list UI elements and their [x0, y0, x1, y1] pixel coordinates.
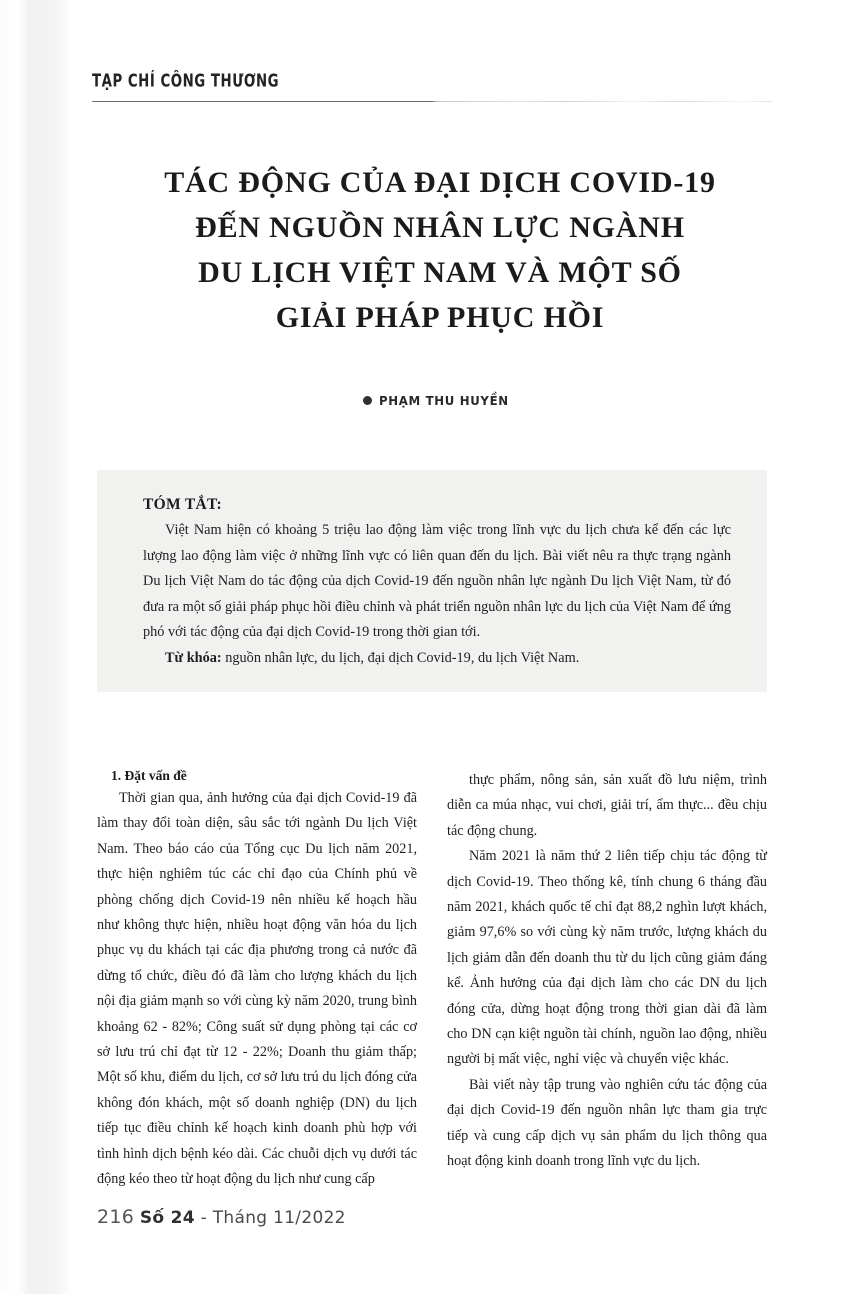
- keywords-label: Từ khóa:: [165, 649, 222, 666]
- paragraph: Bài viết này tập trung vào nghiên cứu tác động của đại dịch Covid-19 đến nguồn nhân lực tham gia trực tiếp và cung cấp dịch vụ sản phẩm du lịch thông qua hoạt động kinh doanh trong lĩnh vực du lịch.: [447, 1076, 767, 1170]
- section-heading-1: 1. Đặt vấn đề: [111, 768, 187, 783]
- keywords-value: nguồn nhân lực, du lịch, đại dịch Covid-19, du lịch Việt Nam.: [221, 649, 580, 666]
- paragraph: Năm 2021 là năm thứ 2 liên tiếp chịu tác động từ dịch Covid-19. Theo thống kê, tính chung 6 tháng đầu năm 2021, khách quốc tế chỉ đạt 88,2 nghìn lượt khách, giảm 97,6% so với cùng kỳ năm trước, lượng khách du lịch giảm dẫn đến doanh thu từ du lịch cũng giảm đáng kể. Ảnh hưởng của đại dịch làm cho các DN du lịch đóng cửa, dừng hoạt động trong thời gian dài đã làm cho DN cạn kiệt nguồn tài chính, nguồn lao động, nhiều người bị mất việc, nghỉ việc và chuyển việc khác.: [447, 848, 767, 1068]
- issue-number: Số 24: [139, 1208, 195, 1228]
- page-number: 216: [97, 1206, 135, 1228]
- issue-date: - Tháng 11/2022: [194, 1208, 346, 1228]
- journal-name: TẠP CHÍ CÔNG THƯƠNG: [92, 70, 280, 92]
- left-column: [97, 768, 417, 1193]
- title-line-1: TÁC ĐỘNG CỦA ĐẠI DỊCH COVID-19: [164, 166, 716, 199]
- paragraph: Thời gian qua, ảnh hưởng của đại dịch Covid-19 đã làm thay đổi toàn diện, sâu sắc tới ngành Du lịch Việt Nam. Theo báo cáo của Tổng cục Du lịch năm 2021, thực hiện nghiêm túc các chỉ đạo của Chính phủ về phòng chống dịch Covid-19 nên nhiều kế hoạch hầu như không thực hiện, nhiều hoạt động văn hóa du lịch phục vụ du khách tại các địa phương trong cả nước đã dừng tổ chức, điều đó đã làm cho lượng khách du lịch nội địa giảm mạnh so với cùng kỳ năm 2020, trung bình khoảng 62 - 82%; Công suất sử dụng phòng tại các cơ sở lưu trú chỉ đạt từ 12 - 22%; Doanh thu giảm thấp; Một số khu, điểm du lịch, cơ sở lưu trú du lịch đóng cửa không đón khách, một số doanh nghiệp (DN) du lịch tiếp tục điều chỉnh kế hoạch kinh doanh phù hợp với tình hình dịch bệnh kéo dài. Các chuỗi dịch vụ dưới tác động kéo theo từ hoạt động du lịch như cung cấp: [97, 790, 418, 1188]
- page-footer: [97, 1206, 346, 1228]
- title-line-3: DU LỊCH VIỆT NAM VÀ MỘT SỐ: [198, 256, 682, 289]
- article-title: [120, 160, 760, 340]
- abstract-text: Việt Nam hiện có khoảng 5 triệu lao động làm việc trong lĩnh vực du lịch chưa kể đến các lực lượng lao động làm việc ở những lĩnh vực có liên quan đến du lịch. Bài viết nêu ra thực trạng ngành Du lịch Việt Nam do tác động của dịch Covid-19 đến nguồn nhân lực ngành Du lịch Việt Nam, từ đó đưa ra một số giải pháp phục hồi điều chỉnh và phát triển nguồn nhân lực du lịch của Việt Nam để ứng phó với tác động của đại dịch Covid-19 trong thời gian tới.: [143, 522, 731, 640]
- paragraph: thực phẩm, nông sản, sản xuất đồ lưu niệm, trình diễn ca múa nhạc, vui chơi, giải trí, ẩm thực... đều chịu tác động chung.: [447, 772, 767, 839]
- abstract-box: [97, 470, 767, 692]
- right-column: [447, 768, 767, 1193]
- bullet-icon: [363, 396, 372, 405]
- keywords: [143, 646, 731, 672]
- abstract-heading: TÓM TẮT:: [143, 496, 222, 513]
- title-line-2: ĐẾN NGUỒN NHÂN LỰC NGÀNH: [195, 211, 685, 244]
- body-columns: [97, 768, 767, 1193]
- masthead: [92, 72, 772, 90]
- author-byline: [120, 392, 760, 410]
- title-line-4: GIẢI PHÁP PHỤC HỒI: [275, 301, 605, 334]
- author-name: PHẠM THU HUYỀN: [378, 393, 509, 408]
- masthead-rule: [92, 101, 772, 102]
